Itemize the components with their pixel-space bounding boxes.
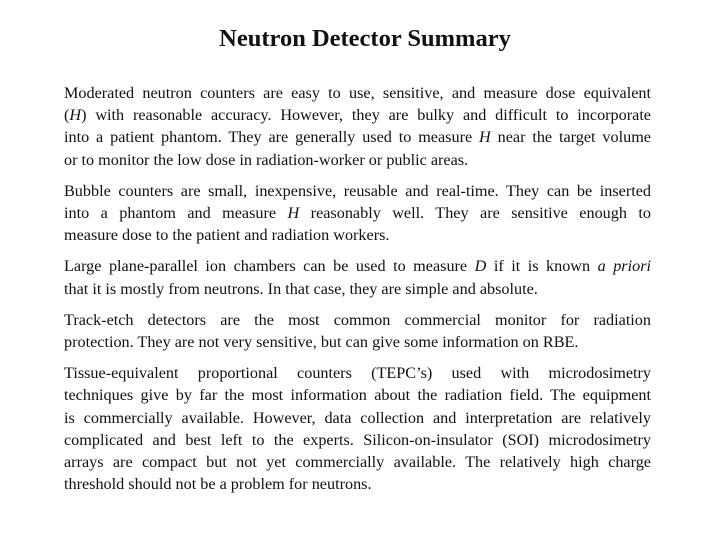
paragraph-line: Large plane-parallel ion chambers can be used to measure D if it is known a priori xyxy=(64,257,651,276)
paragraph-line: that it is mostly from neutrons. In that case, they are simple and absolute. xyxy=(64,279,538,298)
slide-title: Neutron Detector Summary xyxy=(219,25,511,52)
paragraph-track-etch xyxy=(64,309,651,353)
paragraph-line: measure dose to the patient and radiation workers. xyxy=(64,226,390,245)
paragraph-line: (H) with reasonable accuracy. However, they are bulky and difficult to incorporate xyxy=(64,106,651,125)
paragraph-moderated-counters xyxy=(64,82,651,171)
paragraph-line: protection. They are not very sensitive, but can give some information on RBE. xyxy=(64,333,579,352)
paragraph-line: Bubble counters are small, inexpensive, reusable and real-time. They can be inserted xyxy=(64,181,651,200)
paragraph-tepc xyxy=(64,362,651,495)
paragraph-line: complicated and best left to the experts. Silicon-on-insulator (SOI) microdosimetry xyxy=(64,430,651,449)
paragraph-bubble-counters xyxy=(64,180,651,247)
paragraph-line: threshold should not be a problem for neutrons. xyxy=(64,475,372,494)
paragraph-line: techniques give by far the most information about the radiation field. The equipment xyxy=(64,386,651,405)
slide-body xyxy=(64,82,651,495)
paragraph-line: Moderated neutron counters are easy to use, sensitive, and measure dose equivalent xyxy=(64,84,651,102)
paragraph-line: Track-etch detectors are the most common commercial monitor for radiation xyxy=(64,310,651,329)
paragraph-line: or to monitor the low dose in radiation-worker or public areas. xyxy=(64,150,469,169)
paragraph-line: into a patient phantom. They are generally used to measure H near the target volume xyxy=(64,128,651,147)
paragraph-line: is commercially available. However, data collection and interpretation are relatively xyxy=(64,408,651,427)
paragraph-line: into a phantom and measure H reasonably well. They are sensitive enough to xyxy=(64,204,651,223)
paragraph-line: Tissue-equivalent proportional counters (TEPC’s) used with microdosimetry xyxy=(64,364,651,383)
paragraph-ion-chambers xyxy=(64,255,651,299)
paragraph-line: arrays are compact but not yet commercially available. The relatively high charge xyxy=(64,453,651,472)
